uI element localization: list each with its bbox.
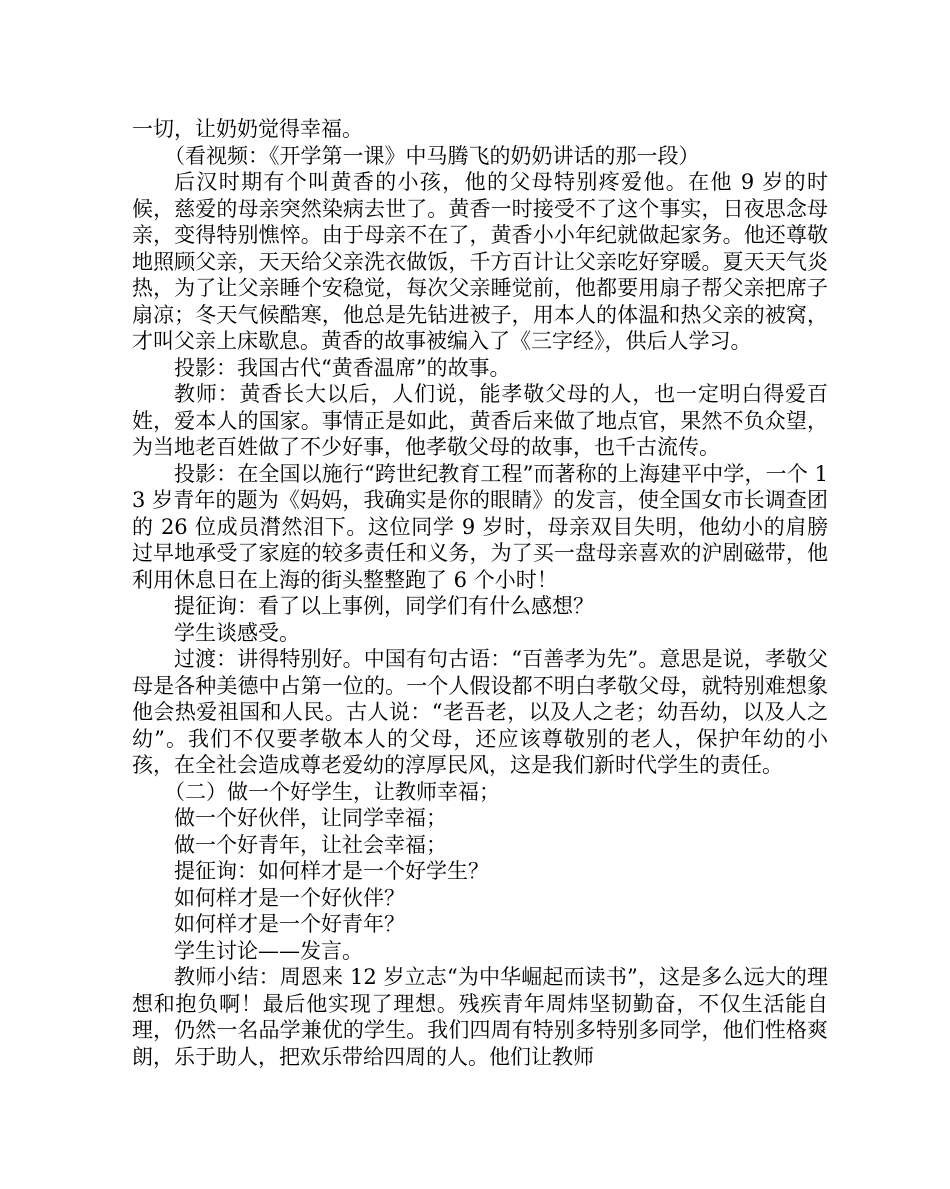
paragraph-14: 如何样才是一个好青年？	[174, 912, 405, 936]
paragraph-12: 提征询：如何样才是一个好学生？	[174, 859, 489, 883]
paragraph-16: 教师小结：周恩来 12 岁立志“为中华崛起而读书”，这是多么远大的理想和抱负啊！最后他实现了理想。残疾青年周炜坚韧勤奋，不仅生活能自理，仍然一名品学兼优的学生。我们四周有特别多特别多同学，他们性格爽朗，乐于助人，把欢乐带给四周的人。他们让教师	[132, 965, 828, 1069]
paragraph-15: 学生讨论——发言。	[174, 938, 363, 963]
paragraph-2: 后汉时期有个叫黄香的小孩，他的父母特别疼爱他。在他 9 岁的时候，慈爱的母亲突然染病去世了。黄香一时接受不了这个事实，日夜思念母亲，变得特别憔悴。由于母亲不在了，黄香小小年纪就做起家务。他还尊敬地照顾父亲，天天给父亲洗衣做饭，千方百计让父亲吃好穿暖。夏天天气炎热，为了让父亲睡个安稳觉，每次父亲睡觉前，他都要用扇子帮父亲把席子扇凉；冬天气候酷寒，他总是先钻进被子，用本人的体温和热父亲的被窝，才叫父亲上床歇息。黄香的故事被编入了《三字经》，供后人学习。	[132, 170, 828, 353]
paragraph-10: 做一个好伙伴，让同学幸福；	[174, 806, 447, 830]
document-page	[132, 116, 828, 1070]
paragraph-9: （二）做一个好学生，让教师幸福；	[164, 779, 500, 804]
paragraph-1: （看视频：《开学第一课》中马腾飞的奶奶讲话的那一段）	[164, 143, 700, 168]
paragraph-6: 提征询：看了以上事例，同学们有什么感想？	[174, 594, 594, 618]
paragraph-0: 一切，让奶奶觉得幸福。	[132, 117, 363, 141]
paragraph-8: 过渡：讲得特别好。中国有句古语：“百善孝为先”。意思是说，孝敬父母是各种美德中占第一位的。一个人假设都不明白孝敬父母，就特别难想象他会热爱祖国和人民。古人说：“老吾老，以及人之老；幼吾幼，以及人之幼”。我们不仅要孝敬本人的父母，还应该尊敬别的老人，保护年幼的小孩，在全社会造成尊老爱幼的淳厚民风，这是我们新时代学生的责任。	[132, 647, 828, 777]
paragraph-3: 投影：我国古代“黄香温席”的故事。	[174, 355, 511, 380]
paragraph-13: 如何样才是一个好伙伴？	[174, 885, 405, 910]
paragraph-11: 做一个好青年，让社会幸福；	[174, 832, 447, 857]
paragraph-7: 学生谈感受。	[174, 620, 300, 645]
paragraph-4: 教师：黄香长大以后，人们说，能孝敬父母的人，也一定明白得爱百姓，爱本人的国家。事情正是如此，黄香后来做了地点官，果然不负众望，为当地老百姓做了不少好事，他孝敬父母的故事，也千古流传。	[132, 382, 828, 459]
paragraph-5: 投影：在全国以施行“跨世纪教育工程”而著称的上海建平中学，一个 13 岁青年的题为《妈妈，我确实是你的眼睛》的发言，使全国女市长调查团的 26 位成员潸然泪下。这位同学 9 岁时，母亲双目失明，他幼小的肩膀过早地承受了家庭的较多责任和义务，为了买一盘母亲喜欢的沪剧磁带，他利用休息日在上海的街头整整跑了 6 个小时！	[132, 461, 828, 592]
